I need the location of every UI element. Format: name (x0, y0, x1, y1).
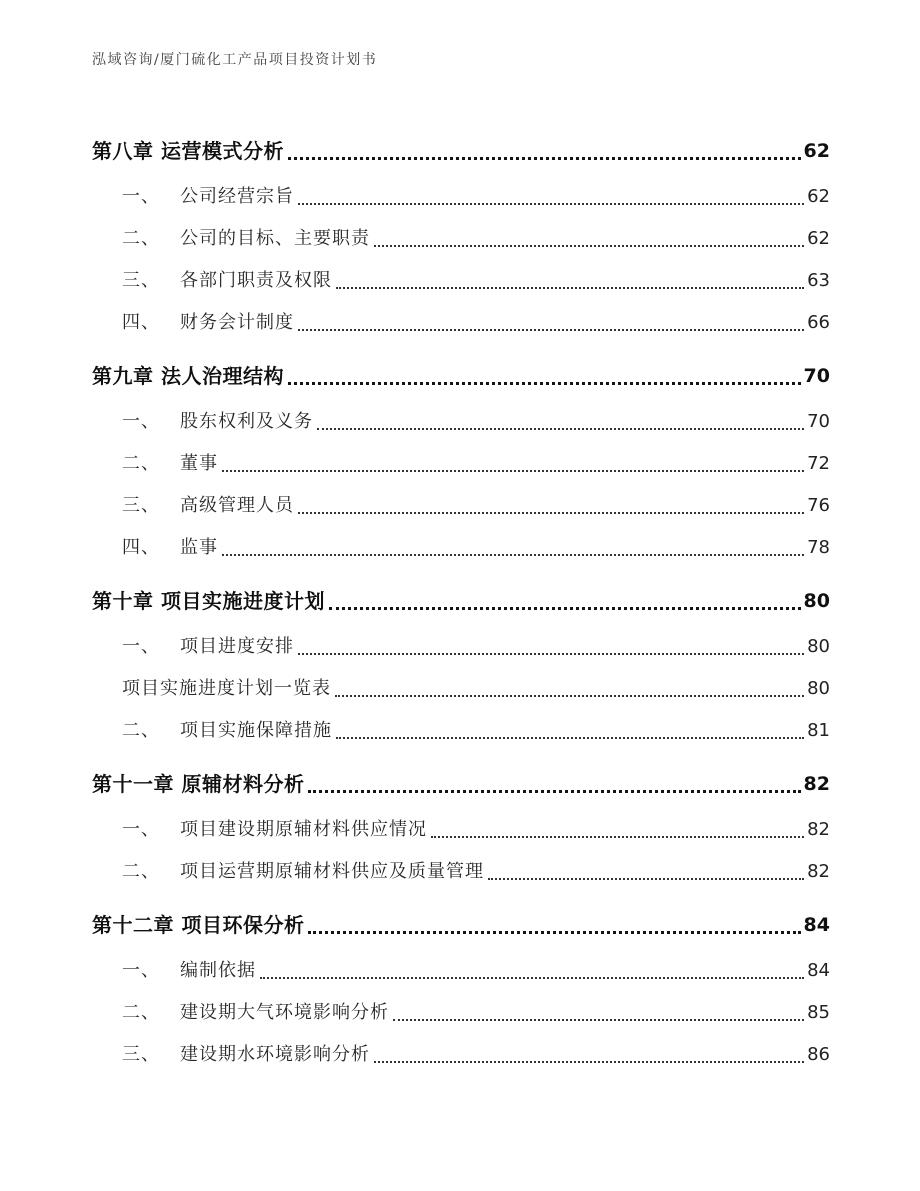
toc-page-number: 62 (807, 228, 830, 249)
toc-item-entry[interactable] (92, 719, 830, 743)
toc-page-number: 81 (807, 720, 830, 741)
toc-chapter-entry[interactable] (92, 360, 830, 390)
document-header: 泓域咨询/厦门硫化工产品项目投资计划书 (92, 52, 378, 68)
dot-leader (336, 737, 804, 739)
dot-leader (308, 931, 800, 934)
toc-item-entry[interactable] (92, 818, 830, 842)
toc-item-entry[interactable] (92, 536, 830, 560)
toc-item-title: 编制依据 (180, 960, 256, 981)
dot-leader (222, 554, 804, 556)
toc-item-entry[interactable] (92, 1043, 830, 1067)
toc-item-label (122, 818, 427, 842)
toc-item-title: 项目运营期原辅材料供应及质量管理 (180, 861, 484, 882)
toc-item-label (122, 269, 332, 293)
toc-page-number: 82 (807, 861, 830, 882)
dot-leader (288, 382, 801, 385)
toc-item-label (122, 494, 294, 518)
toc-item-number: 三、 (122, 270, 160, 291)
toc-item-label (122, 227, 370, 251)
dot-leader (298, 512, 804, 514)
toc-page-number: 70 (803, 365, 830, 387)
toc-page-number: 62 (803, 140, 830, 162)
toc-item-label (122, 1001, 389, 1025)
dot-leader (374, 1061, 804, 1063)
toc-page-number: 76 (807, 495, 830, 516)
toc-item-entry[interactable] (92, 677, 830, 701)
dot-leader (298, 653, 804, 655)
toc-item-title: 建设期大气环境影响分析 (180, 1002, 389, 1023)
toc-chapter-entry[interactable] (92, 585, 830, 615)
toc-item-number: 一、 (122, 411, 160, 432)
toc-item-entry[interactable] (92, 269, 830, 293)
toc-item-label (122, 410, 313, 434)
toc-item-entry[interactable] (92, 1001, 830, 1025)
toc-item-number: 二、 (122, 228, 160, 249)
toc-page-number: 82 (803, 773, 830, 795)
toc-item-number: 三、 (122, 495, 160, 516)
toc-item-number: 二、 (122, 1002, 160, 1023)
toc-item-label (122, 536, 218, 560)
toc-item-entry[interactable] (92, 635, 830, 659)
toc-item-number: 三、 (122, 1044, 160, 1065)
toc-item-number: 一、 (122, 819, 160, 840)
toc-item-number: 四、 (122, 537, 160, 558)
dot-leader (298, 329, 804, 331)
toc-chapter-title: 第十一章 原辅材料分析 (92, 772, 305, 796)
toc-item-label (122, 635, 294, 659)
dot-leader (431, 836, 804, 838)
toc-item-number: 二、 (122, 720, 160, 741)
toc-item-number: 四、 (122, 312, 160, 333)
toc-item-title: 项目进度安排 (180, 636, 294, 657)
toc-page-number: 86 (807, 1044, 830, 1065)
toc-item-title: 公司经营宗旨 (180, 186, 294, 207)
toc-chapter-entry[interactable] (92, 135, 830, 165)
toc-page-number: 63 (807, 270, 830, 291)
toc-item-title: 项目建设期原辅材料供应情况 (180, 819, 427, 840)
dot-leader (336, 287, 804, 289)
dot-leader (317, 428, 804, 430)
toc-chapter-title: 第十二章 项目环保分析 (92, 913, 305, 937)
toc-item-label (122, 185, 294, 209)
toc-item-entry[interactable] (92, 494, 830, 518)
toc-chapter-entry[interactable] (92, 768, 830, 798)
toc-item-entry[interactable] (92, 452, 830, 476)
toc-item-label (122, 719, 332, 743)
toc-item-number: 二、 (122, 861, 160, 882)
toc-chapter-entry[interactable] (92, 909, 830, 939)
toc-item-entry[interactable] (92, 227, 830, 251)
toc-item-entry[interactable] (92, 311, 830, 335)
toc-chapter-title: 第九章 法人治理结构 (92, 364, 284, 388)
toc-item-title: 公司的目标、主要职责 (180, 228, 370, 249)
toc-item-title: 董事 (180, 453, 218, 474)
toc-item-entry[interactable] (92, 185, 830, 209)
dot-leader (222, 470, 804, 472)
dot-leader (393, 1019, 804, 1021)
toc-chapter-title: 第十章 项目实施进度计划 (92, 589, 325, 613)
dot-leader (288, 157, 801, 160)
toc-page-number: 84 (803, 914, 830, 936)
toc-item-title: 监事 (180, 537, 218, 558)
toc-page-number: 80 (803, 590, 830, 612)
dot-leader (335, 695, 804, 697)
toc-item-number: 一、 (122, 960, 160, 981)
toc-item-number: 二、 (122, 453, 160, 474)
toc-page-number: 66 (807, 312, 830, 333)
toc-item-label (122, 860, 484, 884)
toc-item-title: 项目实施保障措施 (180, 720, 332, 741)
toc-item-entry[interactable] (92, 410, 830, 434)
toc-item-number: 一、 (122, 636, 160, 657)
dot-leader (260, 977, 804, 979)
table-of-contents (92, 128, 830, 1085)
toc-item-number: 一、 (122, 186, 160, 207)
toc-item-title: 建设期水环境影响分析 (180, 1044, 370, 1065)
toc-item-entry[interactable] (92, 959, 830, 983)
toc-item-title: 项目实施进度计划一览表 (122, 678, 331, 699)
dot-leader (488, 878, 804, 880)
toc-item-label (122, 959, 256, 983)
toc-item-title: 股东权利及义务 (180, 411, 313, 432)
toc-page-number: 78 (807, 537, 830, 558)
toc-item-title: 各部门职责及权限 (180, 270, 332, 291)
toc-item-title: 财务会计制度 (180, 312, 294, 333)
toc-page-number: 80 (807, 678, 830, 699)
toc-item-label (122, 452, 218, 476)
dot-leader (308, 790, 800, 793)
toc-chapter-title: 第八章 运营模式分析 (92, 139, 284, 163)
toc-item-entry[interactable] (92, 860, 830, 884)
toc-page-number: 82 (807, 819, 830, 840)
toc-page-number: 70 (807, 411, 830, 432)
toc-page-number: 72 (807, 453, 830, 474)
toc-item-label (122, 1043, 370, 1067)
dot-leader (298, 203, 804, 205)
toc-item-title: 高级管理人员 (180, 495, 294, 516)
toc-page-number: 80 (807, 636, 830, 657)
toc-item-label (122, 311, 294, 335)
toc-page-number: 85 (807, 1002, 830, 1023)
toc-page-number: 84 (807, 960, 830, 981)
toc-item-label (122, 677, 331, 701)
toc-page-number: 62 (807, 186, 830, 207)
dot-leader (329, 607, 801, 610)
dot-leader (374, 245, 804, 247)
